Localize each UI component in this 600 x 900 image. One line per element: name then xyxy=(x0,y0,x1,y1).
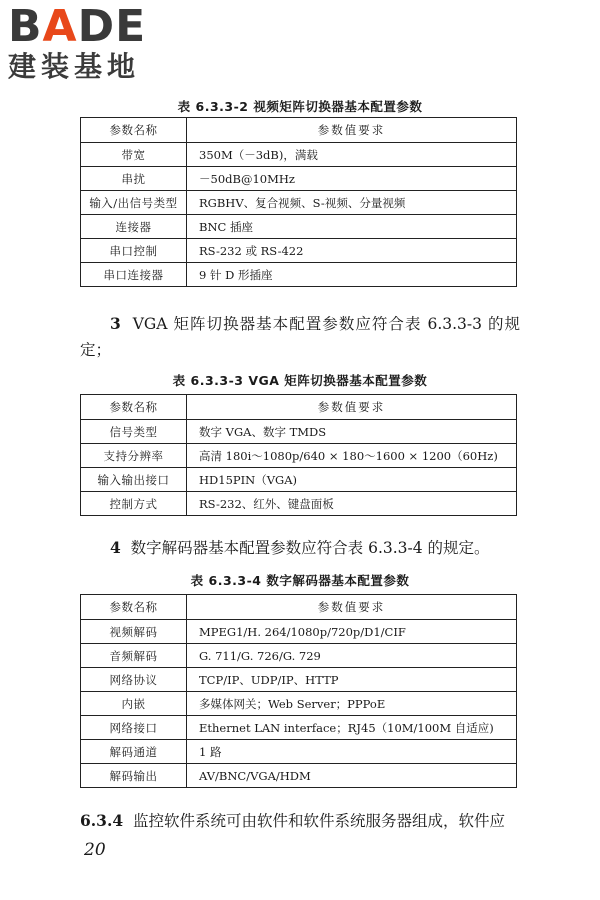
param-name: 网络协议 xyxy=(81,668,187,692)
param-name: 连接器 xyxy=(81,215,187,239)
table-row xyxy=(81,468,517,492)
digital-decoder-table xyxy=(80,594,517,788)
table-header-row xyxy=(81,595,517,620)
table-row xyxy=(81,692,517,716)
paragraph-text: 数字解码器基本配置参数应符合表 6.3.3-4 的规定。 xyxy=(130,539,490,557)
paragraph-item-3 xyxy=(80,311,520,363)
param-value: RS-232、红外、键盘面板 xyxy=(187,492,517,516)
param-name: 控制方式 xyxy=(81,492,187,516)
header-param-value: 参数值要求 xyxy=(187,595,517,620)
logo-chinese-text: 建装基地 xyxy=(8,50,141,83)
param-value: 350M（－3dB)，满载 xyxy=(187,143,517,167)
param-value: MPEG1/H. 264/1080p/720p/D1/CIF xyxy=(187,620,517,644)
paragraph-item-4 xyxy=(80,535,520,561)
table-row xyxy=(81,644,517,668)
video-matrix-switcher-table xyxy=(80,117,517,287)
table-header-row xyxy=(81,118,517,143)
header-param-name: 参数名称 xyxy=(81,118,187,143)
table-row xyxy=(81,215,517,239)
table-header-row xyxy=(81,395,517,420)
table-row xyxy=(81,668,517,692)
param-name: 网络接口 xyxy=(81,716,187,740)
param-value: HD15PIN（VGA) xyxy=(187,468,517,492)
param-value: 9 针 D 形插座 xyxy=(187,263,517,287)
table-row xyxy=(81,167,517,191)
param-name: 视频解码 xyxy=(81,620,187,644)
param-name: 音频解码 xyxy=(81,644,187,668)
paragraph-text: VGA 矩阵切换器基本配置参数应符合表 6.3.3-3 的规定； xyxy=(80,315,521,359)
param-name: 解码通道 xyxy=(81,740,187,764)
param-value: RGBHV、复合视频、S-视频、分量视频 xyxy=(187,191,517,215)
param-value: －50dB@10MHz xyxy=(187,167,517,191)
logo-wordmark: BADE xyxy=(8,1,147,52)
table-row xyxy=(81,239,517,263)
header-param-name: 参数名称 xyxy=(81,395,187,420)
table-row xyxy=(81,620,517,644)
param-value: RS-232 或 RS-422 xyxy=(187,239,517,263)
param-name: 支持分辨率 xyxy=(81,444,187,468)
param-name: 输入输出接口 xyxy=(81,468,187,492)
param-value: BNC 插座 xyxy=(187,215,517,239)
param-value: 多媒体网关；Web Server；PPPoE xyxy=(187,692,517,716)
param-name: 带宽 xyxy=(81,143,187,167)
param-value: 数字 VGA、数字 TMDS xyxy=(187,420,517,444)
table-row xyxy=(81,716,517,740)
table-row xyxy=(81,764,517,788)
param-value: 1 路 xyxy=(187,740,517,764)
table-caption-6-3-3-2: 表 6.3.3-2 视频矩阵切换器基本配置参数 xyxy=(177,99,423,114)
param-name: 解码输出 xyxy=(81,764,187,788)
header-param-name: 参数名称 xyxy=(81,595,187,620)
header-param-value: 参数值要求 xyxy=(187,395,517,420)
param-name: 串口控制 xyxy=(81,239,187,263)
param-value: TCP/IP、UDP/IP、HTTP xyxy=(187,668,517,692)
param-name: 信号类型 xyxy=(81,420,187,444)
item-number: 4 xyxy=(110,538,121,557)
table-caption-6-3-3-4: 表 6.3.3-4 数字解码器基本配置参数 xyxy=(190,573,410,588)
table-row xyxy=(81,143,517,167)
vga-matrix-switcher-table xyxy=(80,394,517,516)
table-row xyxy=(81,444,517,468)
param-name: 内嵌 xyxy=(81,692,187,716)
item-number: 3 xyxy=(110,314,121,333)
page-number: 20 xyxy=(84,840,106,860)
clause-6-3-4 xyxy=(80,808,520,834)
clause-text: 监控软件系统可由软件和软件系统服务器组成，软件应 xyxy=(133,812,506,830)
table-row xyxy=(81,263,517,287)
table-row xyxy=(81,492,517,516)
param-value: AV/BNC/VGA/HDM xyxy=(187,764,517,788)
clause-number: 6.3.4 xyxy=(80,811,124,830)
param-value: 高清 180i～1080p/640 × 180～1600 × 1200（60Hz) xyxy=(187,444,517,468)
param-name: 串口连接器 xyxy=(81,263,187,287)
param-value: G. 711/G. 726/G. 729 xyxy=(187,644,517,668)
table-caption-6-3-3-3: 表 6.3.3-3 VGA 矩阵切换器基本配置参数 xyxy=(172,373,428,388)
table-row xyxy=(81,191,517,215)
brand-logo xyxy=(8,1,147,84)
param-name: 串扰 xyxy=(81,167,187,191)
table-row xyxy=(81,420,517,444)
header-param-value: 参数值要求 xyxy=(187,118,517,143)
param-value: Ethernet LAN interface；RJ45（10M/100M 自适应) xyxy=(187,716,517,740)
table-row xyxy=(81,740,517,764)
param-name: 输入/出信号类型 xyxy=(81,191,187,215)
